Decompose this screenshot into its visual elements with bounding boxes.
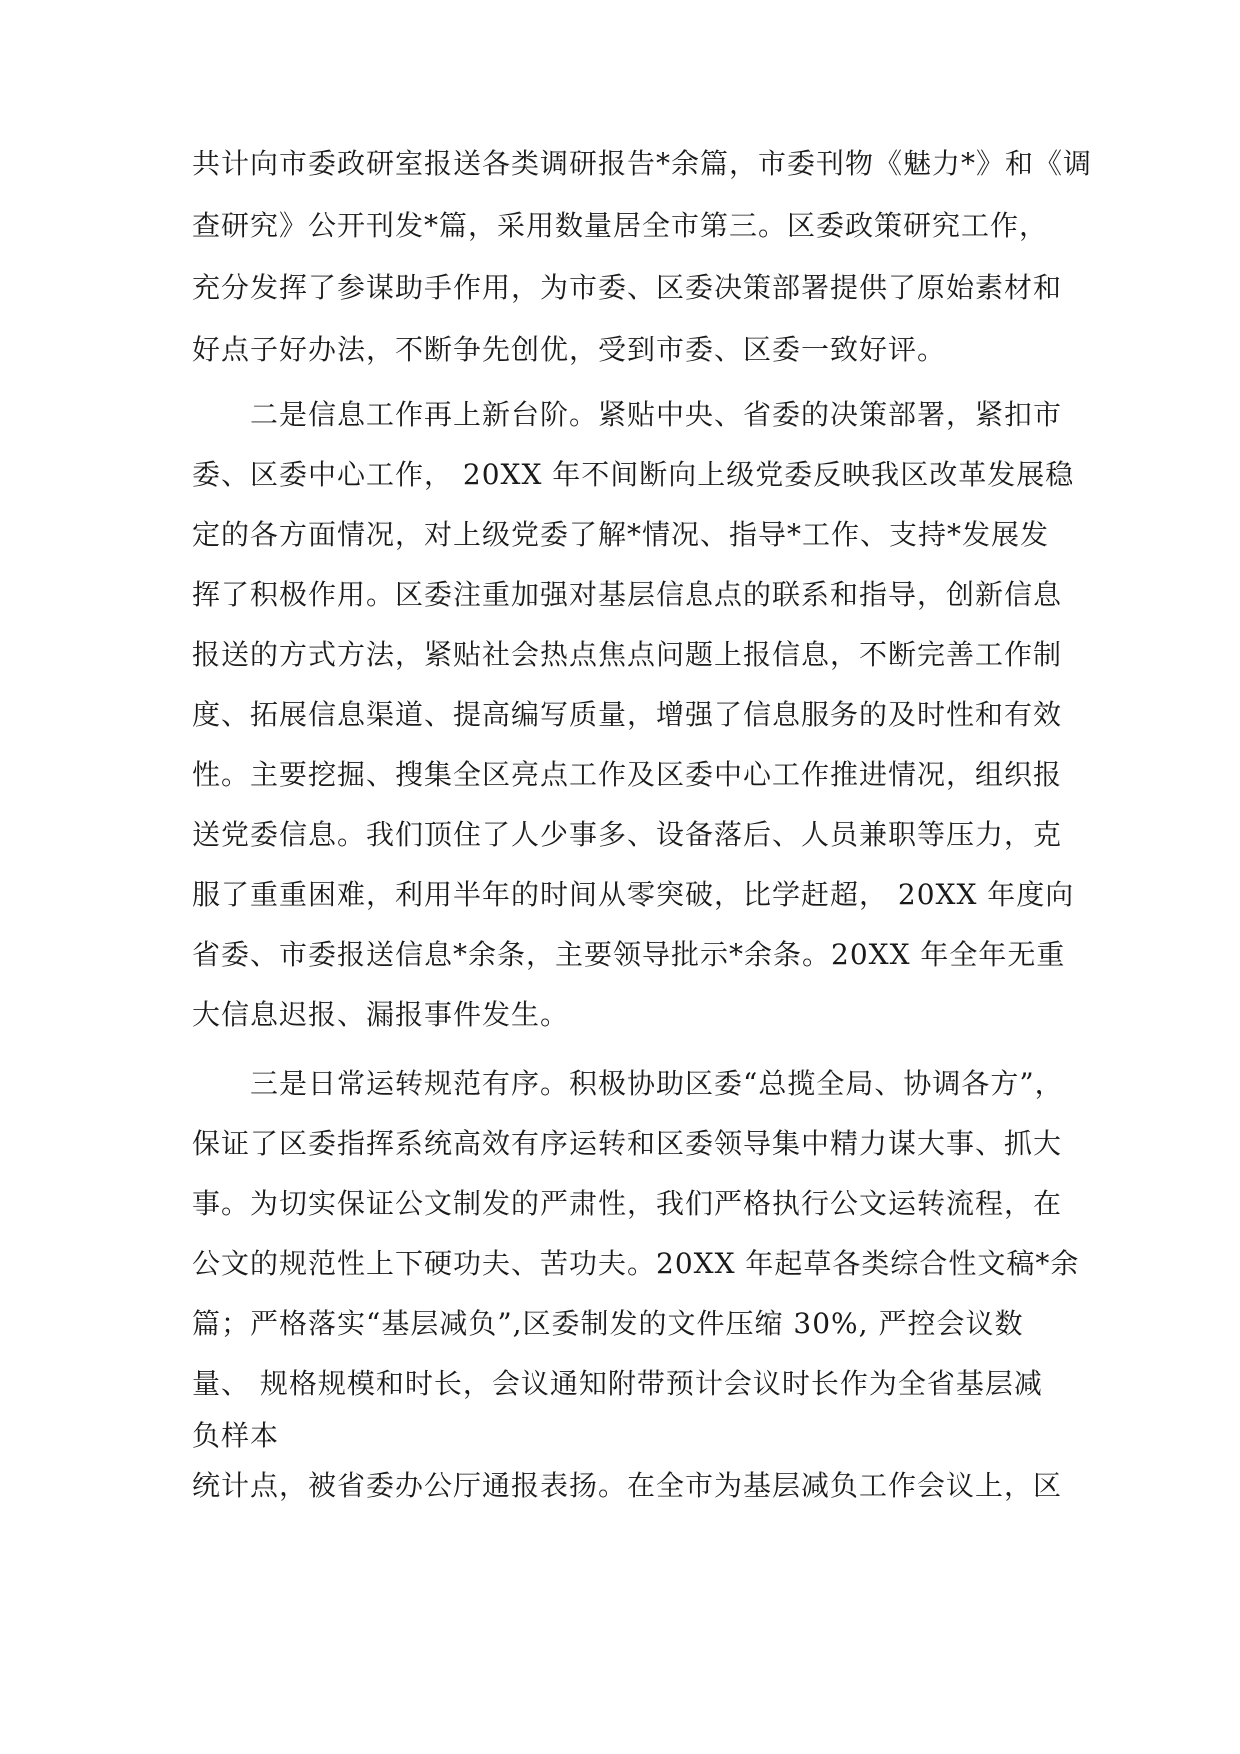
text-line-3: 充分发挥了参谋助手作用，为市委、区委决策部署提供了原始素材和 [192, 271, 1063, 304]
text-line-13: 服了重重困难，利用半年的时间从零突破，比学赶超， 20XX 年度向 [192, 878, 1075, 911]
text-line-15: 大信息迟报、漏报事件发生。 [192, 998, 570, 1031]
text-line-7: 定的各方面情况，对上级党委了解*情况、指导*工作、支持*发展发 [192, 518, 1050, 551]
text-line-6: 委、区委中心工作， 20XX 年不间断向上级党委反映我区改革发展稳 [192, 458, 1075, 491]
text-line-10: 度、拓展信息渠道、提高编写质量，增强了信息服务的及时性和有效 [192, 698, 1063, 731]
text-line-9: 报送的方式方法，紧贴社会热点焦点问题上报信息，不断完善工作制 [192, 638, 1063, 671]
text-line-2: 查研究》公开刊发*篇，采用数量居全市第三。区委政策研究工作， [192, 209, 1049, 242]
text-line-1: 共计向市委政研室报送各类调研报告*余篇，市委刊物《魅力*》和《调 [192, 147, 1093, 180]
text-line-12: 送党委信息。我们顶住了人少事多、设备落后、人员兼职等压力，克 [192, 818, 1063, 851]
text-line-21: 量、 规格规模和时长，会议通知附带预计会议时长作为全省基层减 [192, 1367, 1043, 1400]
paragraph-3-first-line: 三是日常运转规范有序。积极协助区委“总揽全局、协调各方”， [250, 1067, 1064, 1100]
text-line-20: 篇；严格落实“基层减负”,区委制发的文件压缩 30%, 严控会议数 [192, 1307, 1024, 1340]
text-line-23: 统计点，被省委办公厅通报表扬。在全市为基层减负工作会议上，区 [192, 1469, 1063, 1502]
text-line-22: 负样本 [192, 1419, 280, 1452]
text-line-18: 事。为切实保证公文制发的严肃性，我们严格执行公文运转流程，在 [192, 1187, 1063, 1220]
text-line-19: 公文的规范性上下硬功夫、苦功夫。20XX 年起草各类综合性文稿*余 [192, 1247, 1080, 1280]
text-line-8: 挥了积极作用。区委注重加强对基层信息点的联系和指导，创新信息 [192, 578, 1063, 611]
text-line-4: 好点子好办法，不断争先创优，受到市委、区委一致好评。 [192, 333, 947, 366]
text-line-17: 保证了区委指挥系统高效有序运转和区委领导集中精力谋大事、抓大 [192, 1127, 1063, 1160]
text-line-14: 省委、市委报送信息*余条，主要领导批示*余条。20XX 年全年无重 [192, 938, 1066, 971]
paragraph-2-first-line: 二是信息工作再上新台阶。紧贴中央、省委的决策部署，紧扣市 [250, 398, 1063, 431]
text-line-11: 性。主要挖掘、搜集全区亮点工作及区委中心工作推进情况，组织报 [192, 758, 1063, 791]
